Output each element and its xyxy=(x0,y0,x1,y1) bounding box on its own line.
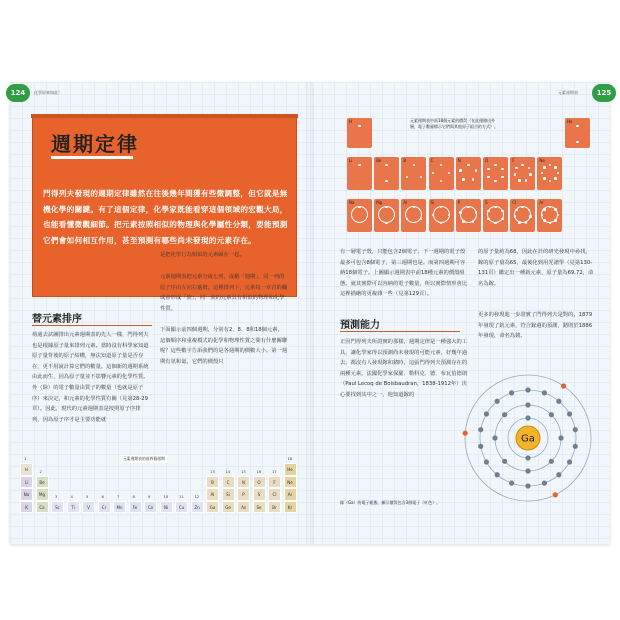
electron xyxy=(567,459,572,464)
electron-dot xyxy=(514,173,517,176)
element-cell: Mg xyxy=(36,488,49,501)
right-column-2b: 更多的發現進一步證實了門得列夫是對的，1879年發現了鈧元素，符合鎵週的預測，鍺則於1886年發現，命名為鍺。 xyxy=(478,312,593,340)
electron xyxy=(502,412,507,417)
atom-symbol: Si xyxy=(430,200,435,205)
atom-symbol: Al xyxy=(403,200,408,205)
electron-dot xyxy=(487,176,490,179)
group-number: 11 xyxy=(179,493,184,499)
title-box xyxy=(32,115,297,297)
electron xyxy=(573,427,578,432)
electron-dot xyxy=(462,220,465,223)
element-cell: Se xyxy=(253,501,266,514)
electron-dot xyxy=(554,177,557,180)
element-cell: Li xyxy=(20,476,33,489)
element-cell: Cu xyxy=(175,501,188,514)
group-number: 5 xyxy=(86,493,89,499)
electron xyxy=(549,412,554,417)
book-spread xyxy=(10,82,610,544)
gallium-atom-diagram xyxy=(458,368,598,508)
atom-symbol: H xyxy=(349,119,353,124)
element-cell: Na xyxy=(20,488,33,501)
group-number: 18 xyxy=(287,456,293,461)
element-cell: Ca xyxy=(36,501,49,514)
electron-dot xyxy=(576,141,579,144)
page-title: 週期定律 xyxy=(51,132,139,156)
electron-shell-ring xyxy=(487,206,504,223)
element-cell: N xyxy=(237,476,250,489)
atom-cell xyxy=(456,199,481,232)
atom-cell xyxy=(483,157,508,190)
electron-dot xyxy=(543,208,546,211)
atom-symbol: Ne xyxy=(539,158,545,163)
electron-dot xyxy=(501,218,504,221)
atom-cell xyxy=(347,157,372,190)
electron-dot xyxy=(459,169,462,172)
element-cell: Br xyxy=(268,501,281,514)
group-number: 17 xyxy=(272,468,277,474)
electron xyxy=(478,444,483,449)
electron-dot xyxy=(440,222,443,225)
electron-dot xyxy=(554,219,557,222)
page-gutter xyxy=(306,82,314,544)
section-title-sorting: 替元素排序 xyxy=(32,314,82,325)
electron xyxy=(502,459,507,464)
electron-dot xyxy=(358,164,361,167)
title-underline xyxy=(51,156,133,159)
group-number: 9 xyxy=(148,493,151,499)
electron xyxy=(558,435,563,440)
atom-symbol: Na xyxy=(349,200,355,205)
electron-dot xyxy=(557,172,560,175)
electron xyxy=(484,459,489,464)
atom-symbol: He xyxy=(567,119,573,124)
element-cell: F xyxy=(268,476,281,489)
periodic-table xyxy=(18,437,300,509)
element-cell: Fe xyxy=(129,501,142,514)
electron xyxy=(556,399,561,404)
electron-dot xyxy=(475,169,478,172)
element-cell: Co xyxy=(144,501,157,514)
element-cell: Ti xyxy=(67,501,80,514)
electron-dot xyxy=(420,176,423,179)
electron xyxy=(495,472,500,477)
electron-dot xyxy=(467,206,470,209)
element-cell: H xyxy=(20,463,33,476)
atom-cell xyxy=(537,157,562,190)
electron-dot xyxy=(459,211,462,214)
atom-symbol: Cl xyxy=(512,200,517,205)
page-number-right: 125 xyxy=(592,84,616,102)
section-divider xyxy=(32,325,152,326)
electron-dot xyxy=(549,222,552,225)
electron-dot xyxy=(440,164,443,167)
page-number-left: 124 xyxy=(6,84,30,102)
electron-dot xyxy=(385,180,388,183)
element-cell: Ga xyxy=(206,501,219,514)
electron xyxy=(567,411,572,416)
section-divider-right xyxy=(340,331,460,332)
electron-dot xyxy=(494,222,497,225)
element-cell: Si xyxy=(222,488,235,501)
electron-dot xyxy=(406,176,409,179)
atom-symbol: P xyxy=(457,200,461,205)
electron xyxy=(525,387,530,392)
electron-dot xyxy=(501,210,504,213)
atom-cell xyxy=(510,199,535,232)
electron-dot xyxy=(413,164,416,167)
element-cell: P xyxy=(237,488,250,501)
group-number: 2 xyxy=(39,468,42,474)
element-cell: Ge xyxy=(222,501,235,514)
group-number: 14 xyxy=(225,468,231,474)
group-number: 13 xyxy=(210,468,215,474)
electron-dot xyxy=(518,221,521,224)
electron-dot xyxy=(521,164,524,167)
electron-dot xyxy=(385,164,388,167)
electron-dot xyxy=(432,172,435,175)
electron xyxy=(525,468,530,473)
element-cell: Ne xyxy=(284,476,297,489)
right-column-2a: 的原子量約為68，因此在計的研光發現中尋找，鎵的原子量為65，最後化到用光譜學（見第130-131頁）鑑定出一種新元素，原子量為69.72，命名為鎵。 xyxy=(478,249,594,287)
atom-cell xyxy=(483,199,508,232)
group-number: 1 xyxy=(24,456,27,461)
electron-dot xyxy=(448,172,451,175)
group-number: 12 xyxy=(194,493,200,499)
gallium-caption: 鎵（Ga）的電子組態，顯示價殼包含3個電子（紅色）。 xyxy=(340,500,441,505)
electron-dot xyxy=(541,172,544,175)
electron-shell-ring xyxy=(351,206,368,223)
element-cell: Ar xyxy=(284,488,297,501)
electron xyxy=(484,411,489,416)
atom-symbol: B xyxy=(403,158,407,163)
electron-dot xyxy=(487,168,490,171)
electron-dot xyxy=(501,168,504,171)
header-left: 化學原來如此！ xyxy=(34,90,62,95)
atom-symbol: N xyxy=(457,158,461,163)
atom-symbol: C xyxy=(430,158,434,163)
element-cell: He xyxy=(284,463,297,476)
left-column-1: 荷通去試圖排出元素週期表的先人一樣，門得列夫也是根據原子量來排列元素。當時沒有科學家知道原子量背後的原子結構，無法知道原子量是否存在，更不用說計算它們的數量。這個新的週期系統由此而生，因為原子量並不影響元素的化學性質。外（除）的電子數量由質子的數量（也就是原子序）來決定，和元素的化學性質有關（見第28-29頁）。因此，現代的元素週期表是按照原子序排列，因為原子序才是主要功能就 xyxy=(32,332,149,423)
right-column-1b: 正因門得列夫所證實的那樣，週期定律是一種強大的工具，讓化學家得以預測尚未發現的可能元素，好幾年過去，都沒有人發現鎵和鍺時，這張門得列夫預測存在的兩種元素。法國化學家保羅．勒科克．德．布瓦伯德朗（Paul Lecoq de Boisbaudran，1838-1912年）決心要找到其中之一，他知道鎵的 xyxy=(340,339,468,398)
atom-symbol: O xyxy=(485,158,489,163)
atom-symbol: S xyxy=(485,200,488,205)
atom-symbol: Mg xyxy=(376,200,383,205)
electron xyxy=(525,455,530,460)
electron-dot xyxy=(448,214,451,217)
electron-dot xyxy=(475,211,478,214)
atom-cell xyxy=(565,118,590,148)
atom-cell xyxy=(374,157,399,190)
group-number: 4 xyxy=(70,493,73,499)
atom-cell xyxy=(347,199,372,232)
element-cell: Be xyxy=(36,476,49,489)
electron-dot xyxy=(515,167,518,170)
element-cell: V xyxy=(82,501,95,514)
element-cell: O xyxy=(253,476,266,489)
electron xyxy=(561,383,566,388)
atom-cell xyxy=(429,199,454,232)
atom-symbol: F xyxy=(512,158,515,163)
electron-dot xyxy=(529,173,532,176)
right-column-1a: 有一層電子殼，只能包含2個電子。下一週期的電子殼最多可包含8個電子，第三週期也是。而第四週期可容納18個電子。上圖顯示週期表中前18種元素的價殼組態。就其實際可以容納的電子數量，所以實際情形會比這裡描繪的更複雜一些（見第129頁）。 xyxy=(340,249,468,298)
element-cell: Al xyxy=(206,488,219,501)
group-number: 10 xyxy=(163,493,169,499)
electron-dot xyxy=(549,180,552,183)
group-number: 7 xyxy=(117,493,120,499)
intro-paragraph: 門得列夫發現的週期定律雖然在往後幾年間獲有些微調整，但它就是無機化學的關鍵。有了這個定律，化學家既能看穿這個領域的宏觀大局，也能看懂微觀細節。把元素按照相似的物理與化學屬性分類，要能預測它們會如何相互作用，甚至預測有哪些尚未發現的元素存在。 xyxy=(43,189,288,245)
group-number: 16 xyxy=(256,468,262,474)
element-cell: As xyxy=(237,501,250,514)
atom-cell xyxy=(537,199,562,232)
group-number: 8 xyxy=(132,493,135,499)
element-cell: Ni xyxy=(160,501,173,514)
electron xyxy=(509,390,514,395)
electron-dot xyxy=(549,164,552,167)
atom-cell xyxy=(401,199,426,232)
section-title-prediction: 預測能力 xyxy=(340,320,380,331)
group-number: 3 xyxy=(55,493,58,499)
electron-dot xyxy=(472,220,475,223)
electron-dot xyxy=(385,222,388,225)
electron-dot xyxy=(501,176,504,179)
electron-dot xyxy=(554,208,557,211)
atom-cell xyxy=(347,118,372,148)
electron xyxy=(553,492,558,497)
electron xyxy=(573,444,578,449)
element-cell: S xyxy=(253,488,266,501)
element-cell: Cl xyxy=(268,488,281,501)
atom-symbol: Be xyxy=(376,158,382,163)
electron xyxy=(525,415,530,420)
electron xyxy=(525,483,530,488)
electron xyxy=(495,399,500,404)
electron xyxy=(492,435,497,440)
electron-shell-ring xyxy=(378,206,395,223)
atom-cell xyxy=(374,199,399,232)
electron xyxy=(525,402,530,407)
electron-dot xyxy=(557,214,560,217)
atom-symbol: Li xyxy=(349,158,353,163)
electron-dot xyxy=(494,164,497,167)
periodic-table-label: 元素週期表的前四個週期 xyxy=(123,456,165,461)
electron-dot xyxy=(525,179,528,182)
atom-grid-annotation: 元素週期表中前18個元素的價殼（在此僅繪出外層，電子數量標示它們與其他原子組合的方式）。 xyxy=(410,118,498,129)
electron-dot xyxy=(472,178,475,181)
header-right: 元素週期表 xyxy=(558,90,578,95)
electron-dot xyxy=(543,177,546,180)
electron xyxy=(549,459,554,464)
electron xyxy=(509,481,514,486)
electron-shell-ring xyxy=(405,206,422,223)
electron-dot xyxy=(440,180,443,183)
electron-dot xyxy=(515,209,518,212)
element-cell: K xyxy=(20,501,33,514)
electron-dot xyxy=(467,164,470,167)
group-number: 6 xyxy=(101,493,104,499)
element-cell: Kr xyxy=(284,501,297,514)
atom-cell xyxy=(429,157,454,190)
element-cell: Mn xyxy=(113,501,126,514)
element-cell: Cr xyxy=(98,501,111,514)
electron-dot xyxy=(543,219,546,222)
atom-symbol: Ar xyxy=(539,200,544,205)
electron xyxy=(463,431,468,436)
left-column-2b: 元素週期表把元素分成七列，或稱「週期」，同一列的原子序由左向右遞增。這種排列下，元素每一章首的欄或會形成「族」，同一族的元素具有相似的物理和化學性質。 xyxy=(160,274,288,312)
electron-dot xyxy=(462,178,465,181)
electron xyxy=(556,472,561,477)
left-column-2a: 是把化學行為相似的元素歸在一起。 xyxy=(160,252,245,258)
element-cell: C xyxy=(222,476,235,489)
electron-dot xyxy=(518,179,521,182)
electron-dot xyxy=(529,215,532,218)
electron-dot xyxy=(576,125,579,128)
gallium-symbol: Ga xyxy=(521,433,535,445)
electron-dot xyxy=(554,166,557,169)
electron-dot xyxy=(494,180,497,183)
left-column-2c: 下面顯示前四個週期，分別有2、8、8和18個元素。這個順序和重複模式的化學和物理性質之間有什麼關聯呢？這些數字告訴我們的是各週期的價數大小。第一週期有氫和氦，它們的價殼只 xyxy=(160,327,288,365)
element-cell: B xyxy=(206,476,219,489)
electron-dot xyxy=(420,218,423,221)
element-cell: Sc xyxy=(51,501,64,514)
group-number: 15 xyxy=(241,468,246,474)
atom-cell xyxy=(510,157,535,190)
element-cell: Zn xyxy=(191,501,204,514)
electron xyxy=(478,427,483,432)
electron-dot xyxy=(528,167,531,170)
atom-cell xyxy=(401,157,426,190)
electron xyxy=(542,481,547,486)
electron-dot xyxy=(543,166,546,169)
electron-dot xyxy=(358,125,361,128)
atom-cell xyxy=(456,157,481,190)
electron xyxy=(542,390,547,395)
